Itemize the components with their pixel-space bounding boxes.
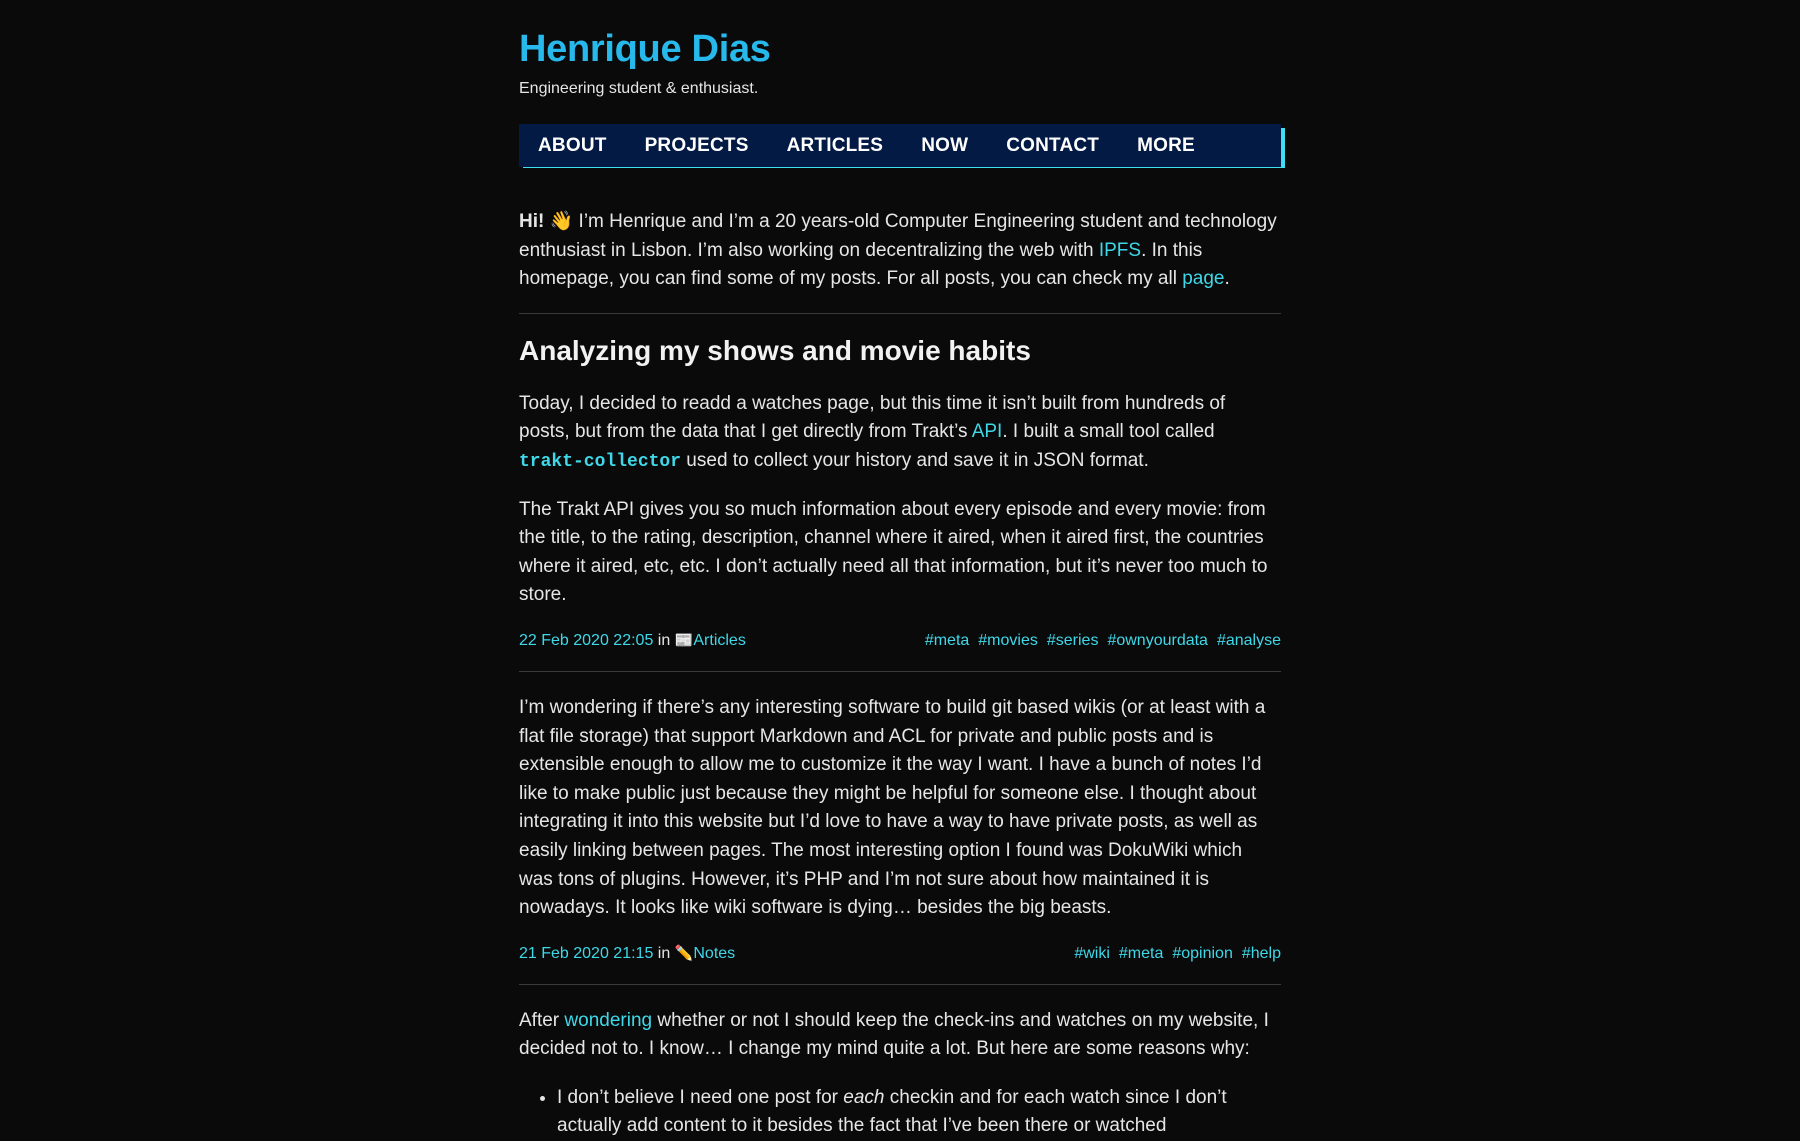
category-link[interactable]: Notes <box>693 944 736 962</box>
post-tags <box>916 630 1281 652</box>
post-text: checkin and for each watch since I don’t actually add content to it besides the fact that I’ve been there or watched <box>557 1086 1227 1137</box>
nav-about[interactable]: ABOUT <box>538 134 607 156</box>
pencil-icon: ✏️ <box>674 944 694 962</box>
tag-link[interactable]: #wiki <box>1074 944 1110 962</box>
post-date-link[interactable]: 21 Feb 2020 21:15 <box>519 944 654 962</box>
post-meta <box>519 943 1281 965</box>
post-body <box>519 390 1281 610</box>
nav-more[interactable]: MORE <box>1137 134 1195 156</box>
newspaper-icon: 📰 <box>674 631 694 649</box>
post-date-link[interactable]: 22 Feb 2020 22:05 <box>519 631 654 649</box>
post-paragraph: The Trakt API gives you so much information about every episode and every movie: from the title, to the rating, description, channel where it aired, when it aired first, the countries where it aired, etc, etc. I don’t actually need all that information, but it’s never too much to store. <box>519 498 1268 606</box>
post-text: whether or not I should keep the check-ins and watches on my website, I decided not to. I know… I change my mind quite a lot. But here are some reasons why: <box>519 1009 1269 1060</box>
tag-link[interactable]: #ownyourdata <box>1107 631 1208 649</box>
tag-link[interactable]: #meta <box>1118 944 1164 962</box>
post-note <box>519 694 1281 965</box>
divider <box>519 671 1281 672</box>
in-label: in <box>653 631 675 649</box>
api-link[interactable]: API <box>971 421 1003 443</box>
wondering-link[interactable]: wondering <box>564 1009 653 1031</box>
note-body <box>519 1007 1281 1064</box>
list-item <box>557 1084 1281 1141</box>
tag-link[interactable]: #series <box>1046 631 1099 649</box>
post-tags <box>1065 943 1281 965</box>
nav-now[interactable]: NOW <box>921 134 969 156</box>
category-link[interactable]: Articles <box>693 631 746 649</box>
all-posts-link[interactable]: page <box>1182 268 1225 290</box>
page-content <box>519 0 1281 1141</box>
intro-paragraph <box>519 208 1281 294</box>
nav-contact[interactable]: CONTACT <box>1006 134 1100 156</box>
post-date-category <box>519 630 746 652</box>
intro-hi: Hi! <box>519 211 545 232</box>
post-note <box>519 1007 1281 1141</box>
tag-link[interactable]: #meta <box>924 631 970 649</box>
nav-projects[interactable]: PROJECTS <box>644 134 749 156</box>
post-paragraph <box>519 390 1281 477</box>
post-text: I don’t believe I need one post for <box>557 1086 844 1108</box>
trakt-collector-link[interactable]: trakt-collector <box>519 451 682 472</box>
in-label: in <box>653 944 675 962</box>
post-date-category <box>519 943 735 965</box>
intro-text-1: I’m Henrique and I’m a 20 years-old Computer Engineering student and technology enthusiast in Lisbon. I’m also working on decentralizing the web with <box>519 211 1277 261</box>
site-tagline: Engineering student & enthusiast. <box>519 80 759 97</box>
post-meta <box>519 630 1281 652</box>
post-text: . I built a small tool called <box>1002 421 1215 443</box>
post-text: After <box>519 1009 565 1031</box>
note-body: I’m wondering if there’s any interesting software to build git based wikis (or at least with a flat file storage) that support Markdown and ACL for private and public posts and is extensible enough to allow me to customize it the way I want. I have a bunch of notes I’d like to make public just because they might be helpful for someone else. I thought about integrating it into this website but I’d love to have a way to have private posts, as well as easily linking between pages. The most interesting option I found was DokuWiki which was tons of plugins. However, it’s PHP and I’m not sure about how maintained it is nowadays. It looks like wiki software is dying… besides the big beasts. <box>519 696 1266 919</box>
wave-emoji-icon: 👋 <box>549 211 574 232</box>
divider <box>519 313 1281 314</box>
intro-text-2: . In this homepage, you can find some of my posts. For all posts, you can check my all <box>519 239 1203 290</box>
nav-bar <box>519 124 1281 167</box>
post-article <box>519 334 1281 652</box>
ipfs-link[interactable]: IPFS <box>1098 239 1142 261</box>
tag-link[interactable]: #movies <box>978 631 1038 649</box>
post-text: used to collect your history and save it in JSON format. <box>681 449 1149 471</box>
intro-text-3: . <box>1224 268 1230 290</box>
site-title[interactable]: Henrique Dias <box>519 28 771 70</box>
main-nav <box>519 124 1281 172</box>
tag-link[interactable]: #opinion <box>1172 944 1233 962</box>
tag-link[interactable]: #analyse <box>1216 631 1281 649</box>
tag-link[interactable]: #help <box>1241 944 1281 962</box>
post-title[interactable]: Analyzing my shows and movie habits <box>519 334 1031 366</box>
emphasis-text: each <box>843 1086 885 1108</box>
nav-articles[interactable]: ARTICLES <box>786 134 884 156</box>
reasons-list <box>519 1084 1281 1141</box>
divider <box>519 984 1281 985</box>
post-text: Today, I decided to readd a watches page, but this time it isn’t built from hundreds of posts, but from the data that I get directly from Trakt’s <box>519 392 1226 443</box>
